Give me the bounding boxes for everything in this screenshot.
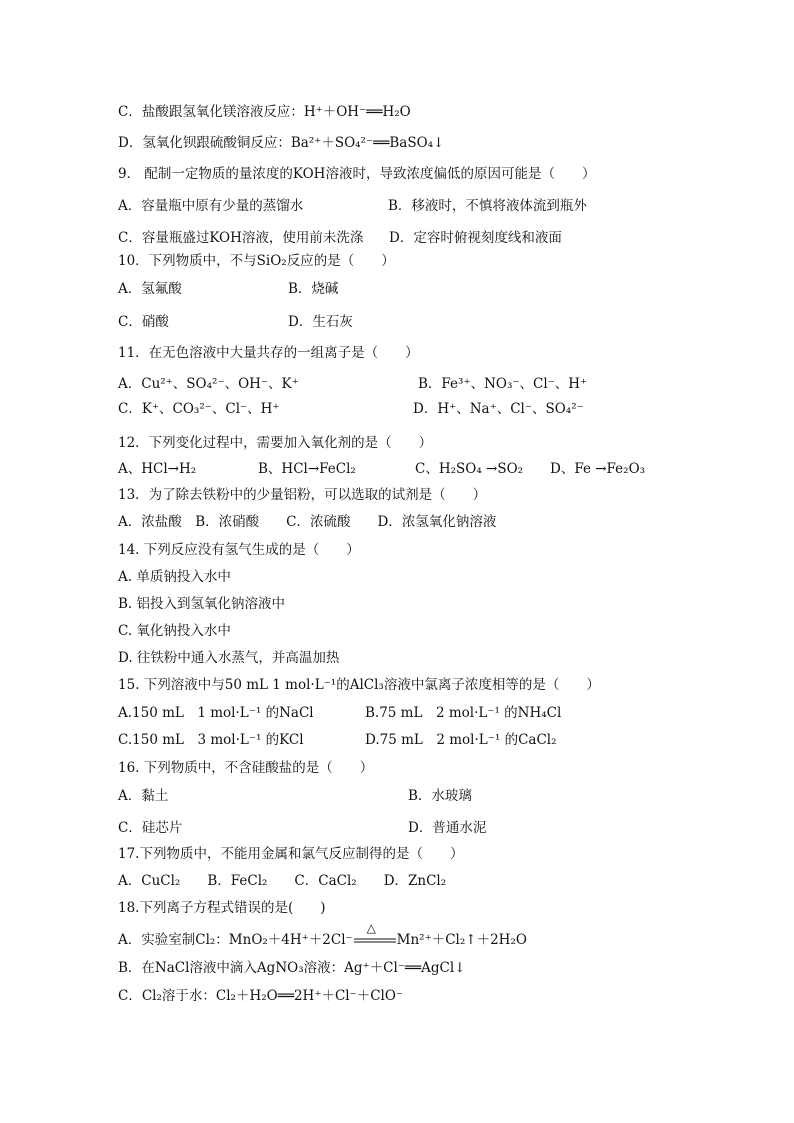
q12-option-b: B、HCl→FeCl₂ xyxy=(258,461,356,477)
heat-symbol: △ xyxy=(366,921,376,935)
heating-arrow xyxy=(353,921,397,949)
q15-stem: 15. 下列溶液中与50 mL 1 mol·L⁻¹的AlCl₃溶液中氯离子浓度相等的是（ ） xyxy=(118,677,600,693)
q14-option-b: B. 铝投入到氢氧化钠溶液中 xyxy=(118,596,286,612)
q15-option-d: D.75 mL 2 mol·L⁻¹ 的CaCl₂ xyxy=(365,732,557,748)
q18-stem: 18.下列离子方程式错误的是( ) xyxy=(118,900,326,916)
q8-option-c: C．盐酸跟氢氧化镁溶液反应：H⁺＋OH⁻══H₂O xyxy=(118,104,411,120)
q16-option-d: D．普通水泥 xyxy=(408,820,487,836)
q18-option-a xyxy=(118,921,527,949)
q16-option-b: B．水玻璃 xyxy=(408,788,472,804)
q18-option-a-right: Mn²⁺＋Cl₂↑＋2H₂O xyxy=(396,932,527,948)
q10-option-c: C．硝酸 xyxy=(118,314,169,330)
q17-options: A．CuCl₂ B．FeCl₂ C．CaCl₂ D．ZnCl₂ xyxy=(118,873,447,889)
q8-option-d: D．氢氧化钡跟硫酸铜反应：Ba²⁺＋SO₄²⁻══BaSO₄↓ xyxy=(118,135,445,151)
q9-option-c: C．容量瓶盛过KOH溶液，使用前未洗涤 xyxy=(118,230,364,246)
q10-option-d: D．生石灰 xyxy=(288,314,353,330)
q15-option-a: A.150 mL 1 mol·L⁻¹ 的NaCl xyxy=(118,705,314,721)
q14-option-a: A. 单质钠投入水中 xyxy=(118,569,231,585)
q18-option-a-left: A．实验室制Cl₂：MnO₂＋4H⁺＋2Cl⁻ xyxy=(118,932,353,948)
q14-option-c: C. 氧化钠投入水中 xyxy=(118,623,231,639)
q14-option-d: D. 往铁粉中通入水蒸气，并高温加热 xyxy=(118,650,340,666)
q9-option-a: A．容量瓶中原有少量的蒸馏水 xyxy=(118,198,304,214)
q17-stem: 17.下列物质中，不能用金属和氯气反应制得的是（ ） xyxy=(118,846,464,862)
q15-option-b: B.75 mL 2 mol·L⁻¹ 的NH₄Cl xyxy=(365,705,562,721)
q16-option-c: C．硅芯片 xyxy=(118,820,183,836)
q9-option-b: B．移液时，不慎将液体流到瓶外 xyxy=(388,198,587,214)
q11-option-a: A．Cu²⁺、SO₄²⁻、OH⁻、K⁺ xyxy=(118,376,299,392)
q16-option-a: A．黏土 xyxy=(118,788,169,804)
q10-option-b: B．烧碱 xyxy=(288,281,339,297)
q12-option-c: C、H₂SO₄ →SO₂ xyxy=(415,461,524,477)
q10-option-a: A．氢氟酸 xyxy=(118,281,182,297)
q10-stem: 10．下列物质中，不与SiO₂反应的是（ ） xyxy=(118,253,395,269)
q11-option-d: D．H⁺、Na⁺、Cl⁻、SO₄²⁻ xyxy=(413,401,584,417)
q12-option-a: A、HCl→H₂ xyxy=(118,461,197,477)
double-line-arrow-icon xyxy=(353,931,397,949)
q15-option-c: C.150 mL 3 mol·L⁻¹ 的KCl xyxy=(118,732,304,748)
q12-stem: 12．下列变化过程中，需要加入氧化剂的是（ ） xyxy=(118,435,433,451)
q12-option-d: D、Fe →Fe₂O₃ xyxy=(550,461,646,477)
q16-stem: 16. 下列物质中，不含硅酸盐的是（ ） xyxy=(118,760,374,776)
q9-option-d: D．定容时俯视刻度线和液面 xyxy=(389,230,562,246)
q9-stem: 9． 配制一定物质的量浓度的KOH溶液时，导致浓度偏低的原因可能是（ ） xyxy=(118,166,596,182)
q13-stem: 13．为了除去铁粉中的少量铝粉，可以选取的试剂是（ ） xyxy=(118,487,487,503)
q11-stem: 11．在无色溶液中大量共存的一组离子是（ ） xyxy=(118,345,419,361)
q18-option-b: B．在NaCl溶液中滴入AgNO₃溶液：Ag⁺＋Cl⁻══AgCl↓ xyxy=(118,960,466,976)
q13-options: A．浓盐酸 B．浓硝酸 C．浓硫酸 D．浓氢氧化钠溶液 xyxy=(118,514,497,530)
q11-option-b: B．Fe³⁺、NO₃⁻、Cl⁻、H⁺ xyxy=(418,376,588,392)
q11-option-c: C．K⁺、CO₃²⁻、Cl⁻、H⁺ xyxy=(118,401,280,417)
q14-stem: 14. 下列反应没有氢气生成的是（ ） xyxy=(118,542,360,558)
q18-option-c: C．Cl₂溶于水：Cl₂＋H₂O══2H⁺＋Cl⁻＋ClO⁻ xyxy=(118,988,404,1004)
